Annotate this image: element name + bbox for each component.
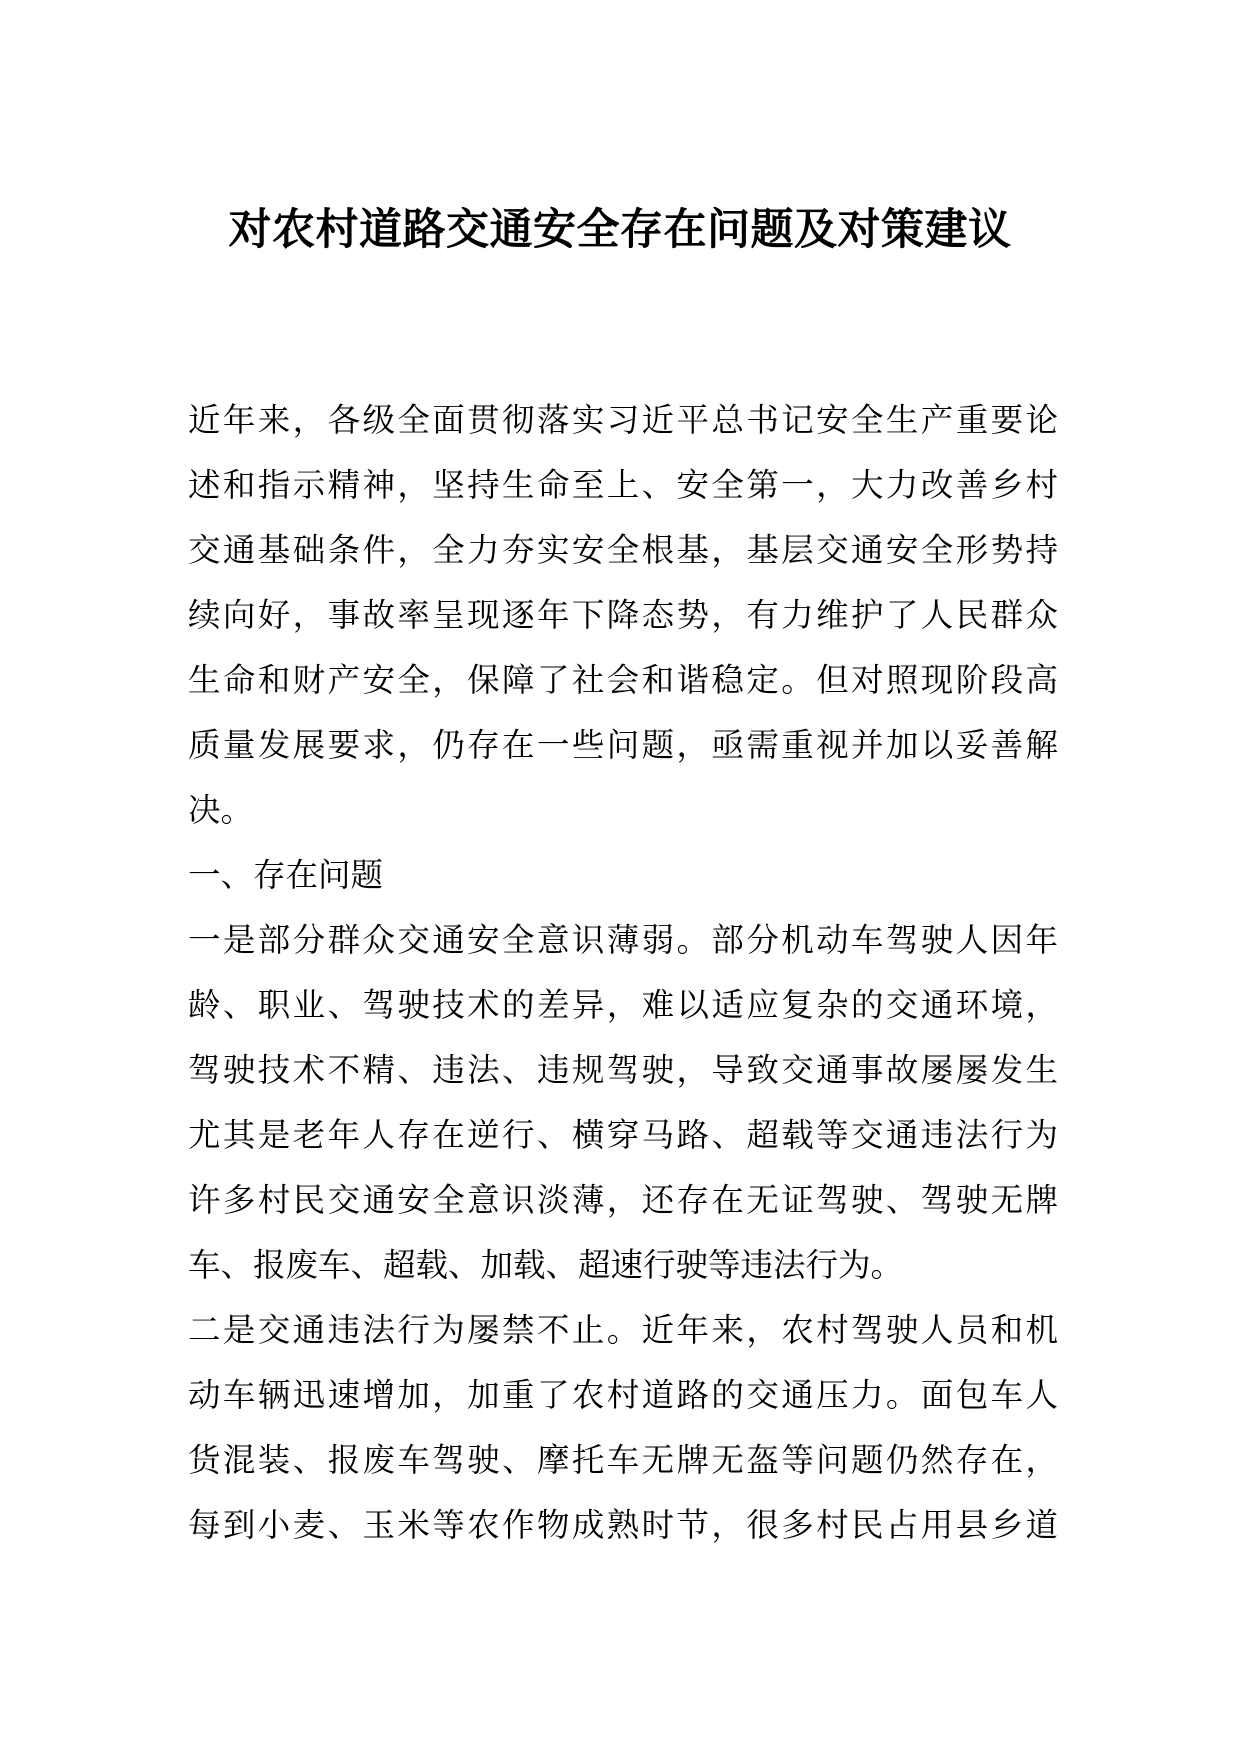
text-line: 二是交通违法行为屡禁不止。近年来，农村驾驶人员和机 <box>188 1311 1058 1349</box>
text-line: 龄、职业、驾驶技术的差异，难以适应复杂的交通环境， <box>188 986 1058 1024</box>
section-heading-text: 一、存在问题 <box>188 856 384 894</box>
document-body <box>188 388 1058 1558</box>
text-line: 质量发展要求，仍存在一些问题，亟需重视并加以妥善解 <box>188 726 1058 764</box>
text-line: 尤其是老年人存在逆行、横穿马路、超载等交通违法行为 <box>188 1116 1058 1154</box>
text-line: 决。 <box>188 791 254 829</box>
paragraph-problem-one <box>188 908 1058 1298</box>
text-line: 货混装、报废车驾驶、摩托车无牌无盔等问题仍然存在， <box>188 1441 1058 1479</box>
document-title: 对农村道路交通安全存在问题及对策建议 <box>228 205 1012 255</box>
text-line: 动车辆迅速增加，加重了农村道路的交通压力。面包车人 <box>188 1376 1058 1414</box>
text-line: 驾驶技术不精、违法、违规驾驶，导致交通事故屡屡发生 <box>188 1051 1058 1089</box>
paragraph-problem-two <box>188 1298 1058 1558</box>
text-line: 许多村民交通安全意识淡薄，还存在无证驾驶、驾驶无牌 <box>188 1181 1058 1219</box>
paragraph-intro <box>188 388 1058 843</box>
text-line: 车、报废车、超载、加载、超速行驶等违法行为。 <box>188 1246 904 1284</box>
text-line: 一是部分群众交通安全意识薄弱。部分机动车驾驶人因年 <box>188 921 1058 959</box>
text-line: 每到小麦、玉米等农作物成熟时节，很多村民占用县乡道 <box>188 1506 1058 1544</box>
text-line: 述和指示精神，坚持生命至上、安全第一，大力改善乡村 <box>188 466 1058 504</box>
section-heading <box>188 843 1058 908</box>
text-line: 交通基础条件，全力夯实安全根基，基层交通安全形势持 <box>188 531 1058 569</box>
text-line: 续向好，事故率呈现逐年下降态势，有力维护了人民群众 <box>188 596 1058 634</box>
text-line: 近年来，各级全面贯彻落实习近平总书记安全生产重要论 <box>188 401 1058 439</box>
text-line: 生命和财产安全，保障了社会和谐稳定。但对照现阶段高 <box>188 661 1058 699</box>
